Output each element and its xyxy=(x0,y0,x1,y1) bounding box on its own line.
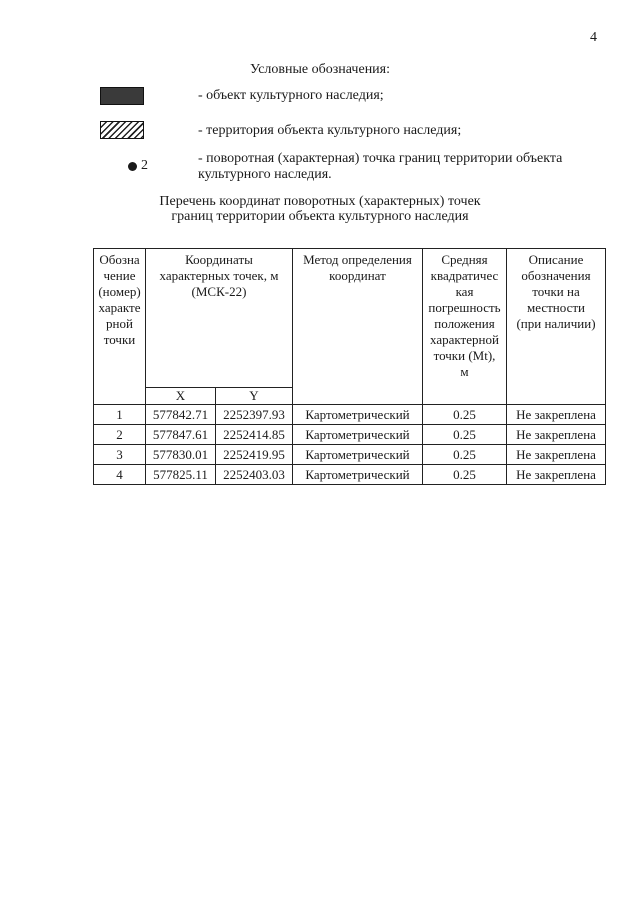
header-point-number: Обозна чение (номер) характе рной точки xyxy=(94,249,146,405)
legend-title: Условные обозначения: xyxy=(249,62,391,77)
header-mean-error: Средняя квадратичес кая погрешность положения характерной точки (Mt), м xyxy=(423,249,507,405)
cell-point-number: 4 xyxy=(94,465,146,485)
header-description: Описание обозначения точки на местности (при наличии) xyxy=(507,249,606,405)
cell-description: Не закреплена xyxy=(507,405,606,425)
legend-item-text: - объект культурного наследия; xyxy=(198,88,384,103)
cell-y: 2252403.03 xyxy=(216,465,293,485)
header-method: Метод определения координат xyxy=(293,249,423,405)
cell-method: Картометрический xyxy=(293,465,423,485)
hatched-rectangle-icon xyxy=(100,121,144,139)
turning-point-label: 2 xyxy=(141,158,148,173)
turning-point-icon xyxy=(128,162,137,171)
table-heading-line2: границ территории объекта культурного наследия xyxy=(171,209,469,224)
cell-description: Не закреплена xyxy=(507,425,606,445)
table-row xyxy=(94,425,606,445)
cell-y: 2252397.93 xyxy=(216,405,293,425)
cell-x: 577830.01 xyxy=(146,445,216,465)
cell-method: Картометрический xyxy=(293,445,423,465)
cell-mean-error: 0.25 xyxy=(423,465,507,485)
cell-mean-error: 0.25 xyxy=(423,425,507,445)
cell-x: 577825.11 xyxy=(146,465,216,485)
header-x: X xyxy=(146,388,216,405)
table-row xyxy=(94,465,606,485)
cell-point-number: 1 xyxy=(94,405,146,425)
page-number: 4 xyxy=(590,30,597,45)
table-row xyxy=(94,445,606,465)
cell-mean-error: 0.25 xyxy=(423,445,507,465)
coordinates-table xyxy=(93,248,606,485)
coordinates-table-body xyxy=(94,405,606,485)
legend-item-text: - территория объекта культурного наследия; xyxy=(198,123,462,138)
cell-point-number: 2 xyxy=(94,425,146,445)
header-coordinates: Координаты характерных точек, м (МСК-22) xyxy=(146,249,293,388)
cell-x: 577842.71 xyxy=(146,405,216,425)
table-row xyxy=(94,405,606,425)
cell-y: 2252419.95 xyxy=(216,445,293,465)
cell-description: Не закреплена xyxy=(507,445,606,465)
dark-filled-rectangle-icon xyxy=(100,87,144,105)
cell-x: 577847.61 xyxy=(146,425,216,445)
cell-point-number: 3 xyxy=(94,445,146,465)
cell-mean-error: 0.25 xyxy=(423,405,507,425)
table-heading-line1: Перечень координат поворотных (характерных) точек xyxy=(159,194,481,209)
cell-y: 2252414.85 xyxy=(216,425,293,445)
turning-point-marker xyxy=(128,158,148,174)
cell-description: Не закреплена xyxy=(507,465,606,485)
header-y: Y xyxy=(216,388,293,405)
cell-method: Картометрический xyxy=(293,405,423,425)
legend-item-text: - поворотная (характерная) точка границ территории объекта культурного наследия. xyxy=(198,151,563,182)
cell-method: Картометрический xyxy=(293,425,423,445)
